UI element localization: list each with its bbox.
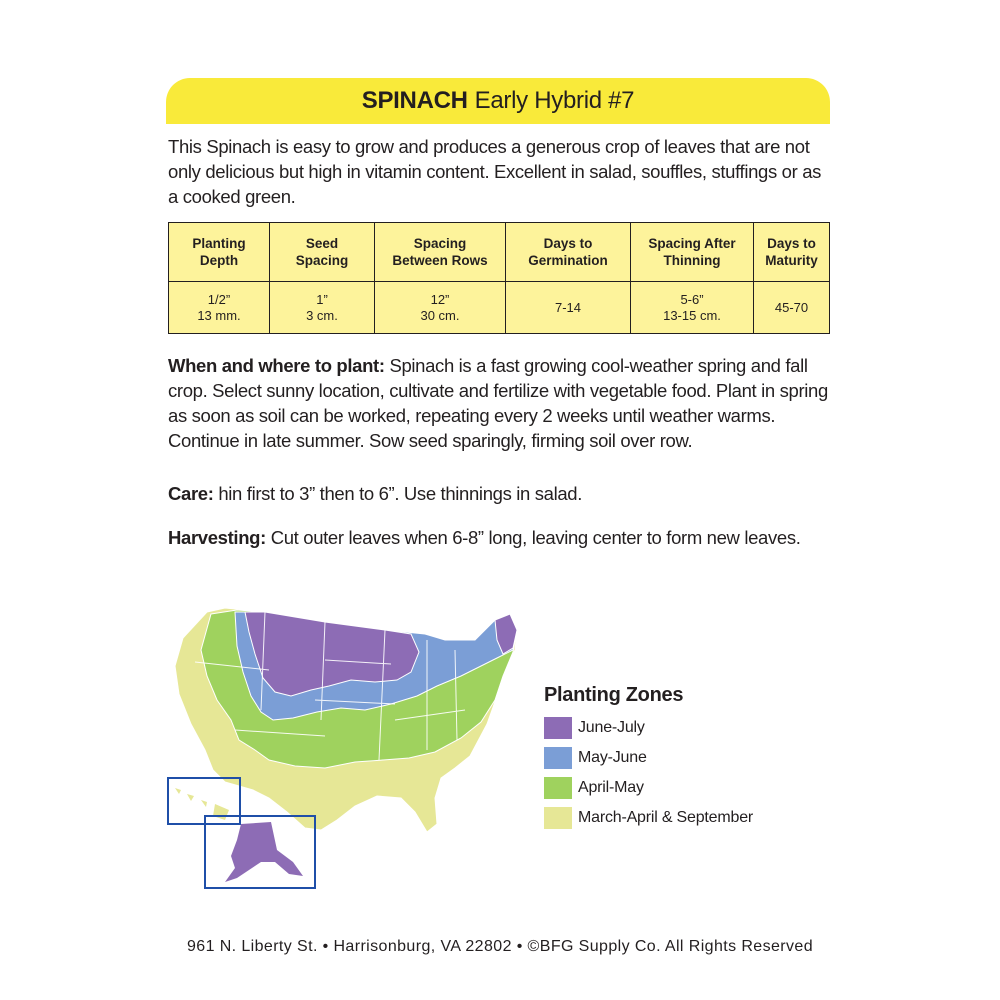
legend-item-march-april-september xyxy=(544,803,753,833)
legend-title: Planting Zones xyxy=(544,684,684,706)
legend-item-april-may xyxy=(544,773,753,803)
header-days-to-germination: Days to Germination xyxy=(506,223,631,282)
map-legend xyxy=(544,684,753,833)
title-variety: Early Hybrid #7 xyxy=(474,87,635,114)
value-spacing-after-thinning: 5-6” 13-15 cm. xyxy=(631,282,754,334)
legend-item-may-june xyxy=(544,743,753,773)
header-spacing-after-thinning: Spacing After Thinning xyxy=(631,223,754,282)
header-days-to-maturity: Days to Maturity xyxy=(754,223,830,282)
when-where-label: When and where to plant: xyxy=(168,355,385,376)
when-where-text: Spinach is a fast growing cool-weather spring and fall crop. Select sunny location, cultivate and fertilize with vegetable food. Plant in spring as soon as soil can be worked, repeating every 2 weeks until weather warms. Continue in late summer. Sow seed sparingly, firming soil over row. xyxy=(168,355,828,451)
footer-address: 961 N. Liberty St. • Harrisonburg, VA 22802 • ©BFG Supply Co. All Rights Reserved xyxy=(186,938,814,955)
header-planting-depth: Planting Depth xyxy=(169,223,270,282)
legend-swatch-may-june xyxy=(544,747,572,769)
title-crop-name: SPINACH xyxy=(361,87,468,114)
legend-swatch-march-april-september xyxy=(544,807,572,829)
table-header-row xyxy=(169,223,830,282)
header-spacing-between-rows: Spacing Between Rows xyxy=(375,223,506,282)
planting-info-table xyxy=(168,222,830,334)
header-seed-spacing: Seed Spacing xyxy=(270,223,375,282)
legend-label: March-April & September xyxy=(578,809,754,826)
planting-zone-map xyxy=(165,600,545,892)
legend-swatch-april-may xyxy=(544,777,572,799)
legend-label: May-June xyxy=(578,749,647,766)
value-seed-spacing: 1” 3 cm. xyxy=(270,282,375,334)
legend-label: June-July xyxy=(578,719,645,736)
title-banner xyxy=(166,78,830,124)
harvesting-text: Cut outer leaves when 6-8” long, leaving center to form new leaves. xyxy=(265,527,801,548)
alaska-shape xyxy=(225,822,303,882)
when-where-paragraph xyxy=(168,353,832,453)
value-spacing-between-rows: 12” 30 cm. xyxy=(375,282,506,334)
legend-swatch-june-july xyxy=(544,717,572,739)
care-label: Care: xyxy=(168,483,214,504)
care-text: hin first to 3” then to 6”. Use thinnings in salad. xyxy=(213,483,583,504)
value-days-to-maturity: 45-70 xyxy=(754,282,830,334)
value-planting-depth: 1/2” 13 mm. xyxy=(169,282,270,334)
intro-text: This Spinach is easy to grow and produces a generous crop of leaves that are not only delicious but high in vitamin content. Excellent in salad, souffles, stuffings or as a cooked green. xyxy=(168,136,822,207)
harvesting-paragraph xyxy=(168,525,832,550)
table-row xyxy=(169,282,830,334)
legend-item-june-july xyxy=(544,713,753,743)
legend-label: April-May xyxy=(578,779,644,796)
harvesting-label: Harvesting: xyxy=(168,527,266,548)
value-days-to-germination: 7-14 xyxy=(506,282,631,334)
care-paragraph xyxy=(168,481,832,506)
